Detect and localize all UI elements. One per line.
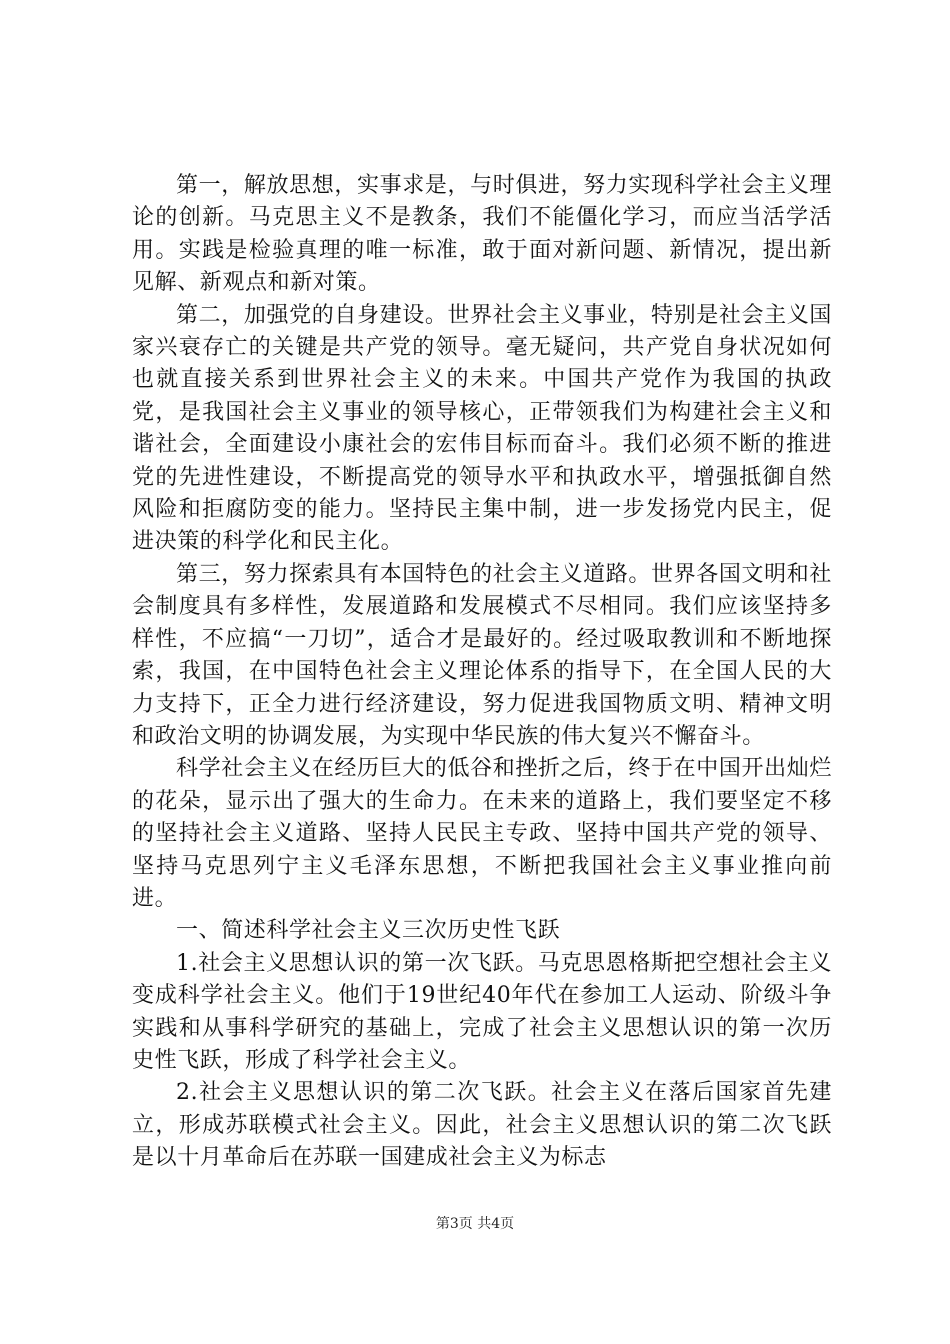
paragraph-5: 1.社会主义思想认识的第一次飞跃。马克思恩格斯把空想社会主义变成科学社会主义。他们于19世纪40年代在参加工人运动、阶级斗争实践和从事科学研究的基础上，完成了社会主义思想认识的第一次历史性飞跃，形成了科学社会主义。 <box>132 950 832 1073</box>
paragraph-3: 第三，努力探索具有本国特色的社会主义道路。世界各国文明和社会制度具有多样性，发展道路和发展模式不尽相同。我们应该坚持多样性，不应搞“一刀切”，适合才是最好的。经过吸取教训和不断地探索，我国，在中国特色社会主义理论体系的指导下，在全国人民的大力支持下，正全力进行经济建设，努力促进我国物质文明、精神文明和政治文明的协调发展，为实现中华民族的伟大复兴不懈奋斗。 <box>132 561 832 749</box>
paragraph-6: 2.社会主义思想认识的第二次飞跃。社会主义在落后国家首先建立，形成苏联模式社会主义。因此，社会主义思想认识的第二次飞跃是以十月革命后在苏联一国建成社会主义为标志 <box>132 1080 832 1171</box>
paragraph-1: 第一，解放思想，实事求是，与时俱进，努力实现科学社会主义理论的创新。马克思主义不是教条，我们不能僵化学习，而应当活学活用。实践是检验真理的唯一标准，敢于面对新问题、新情况，提出新见解、新观点和新对策。 <box>132 173 832 296</box>
paragraph-2: 第二，加强党的自身建设。世界社会主义事业，特别是社会主义国家兴衰存亡的关键是共产党的领导。毫无疑问，共产党自身状况如何也就直接关系到世界社会主义的未来。中国共产党作为我国的执政党，是我国社会主义事业的领导核心，正带领我们为构建社会主义和谐社会，全面建设小康社会的宏伟目标而奋斗。我们必须不断的推进党的先进性建设，不断提高党的领导水平和执政水平，增强抵御自然风险和拒腐防变的能力。坚持民主集中制，进一步发扬党内民主，促进决策的科学化和民主化。 <box>132 302 832 555</box>
page-number-label: 第3页 共4页 <box>435 1216 515 1232</box>
section-heading: 一、简述科学社会主义三次历史性飞跃 <box>176 918 561 944</box>
document-body <box>132 170 832 1175</box>
paragraph-4: 科学社会主义在经历巨大的低谷和挫折之后，终于在中国开出灿烂的花朵，显示出了强大的生命力。在未来的道路上，我们要坚定不移的坚持社会主义道路、坚持人民民主专政、坚持中国共产党的领导、坚持马克思列宁主义毛泽东思想，不断把我国社会主义事业推向前进。 <box>132 756 832 911</box>
page-footer <box>0 1213 950 1233</box>
